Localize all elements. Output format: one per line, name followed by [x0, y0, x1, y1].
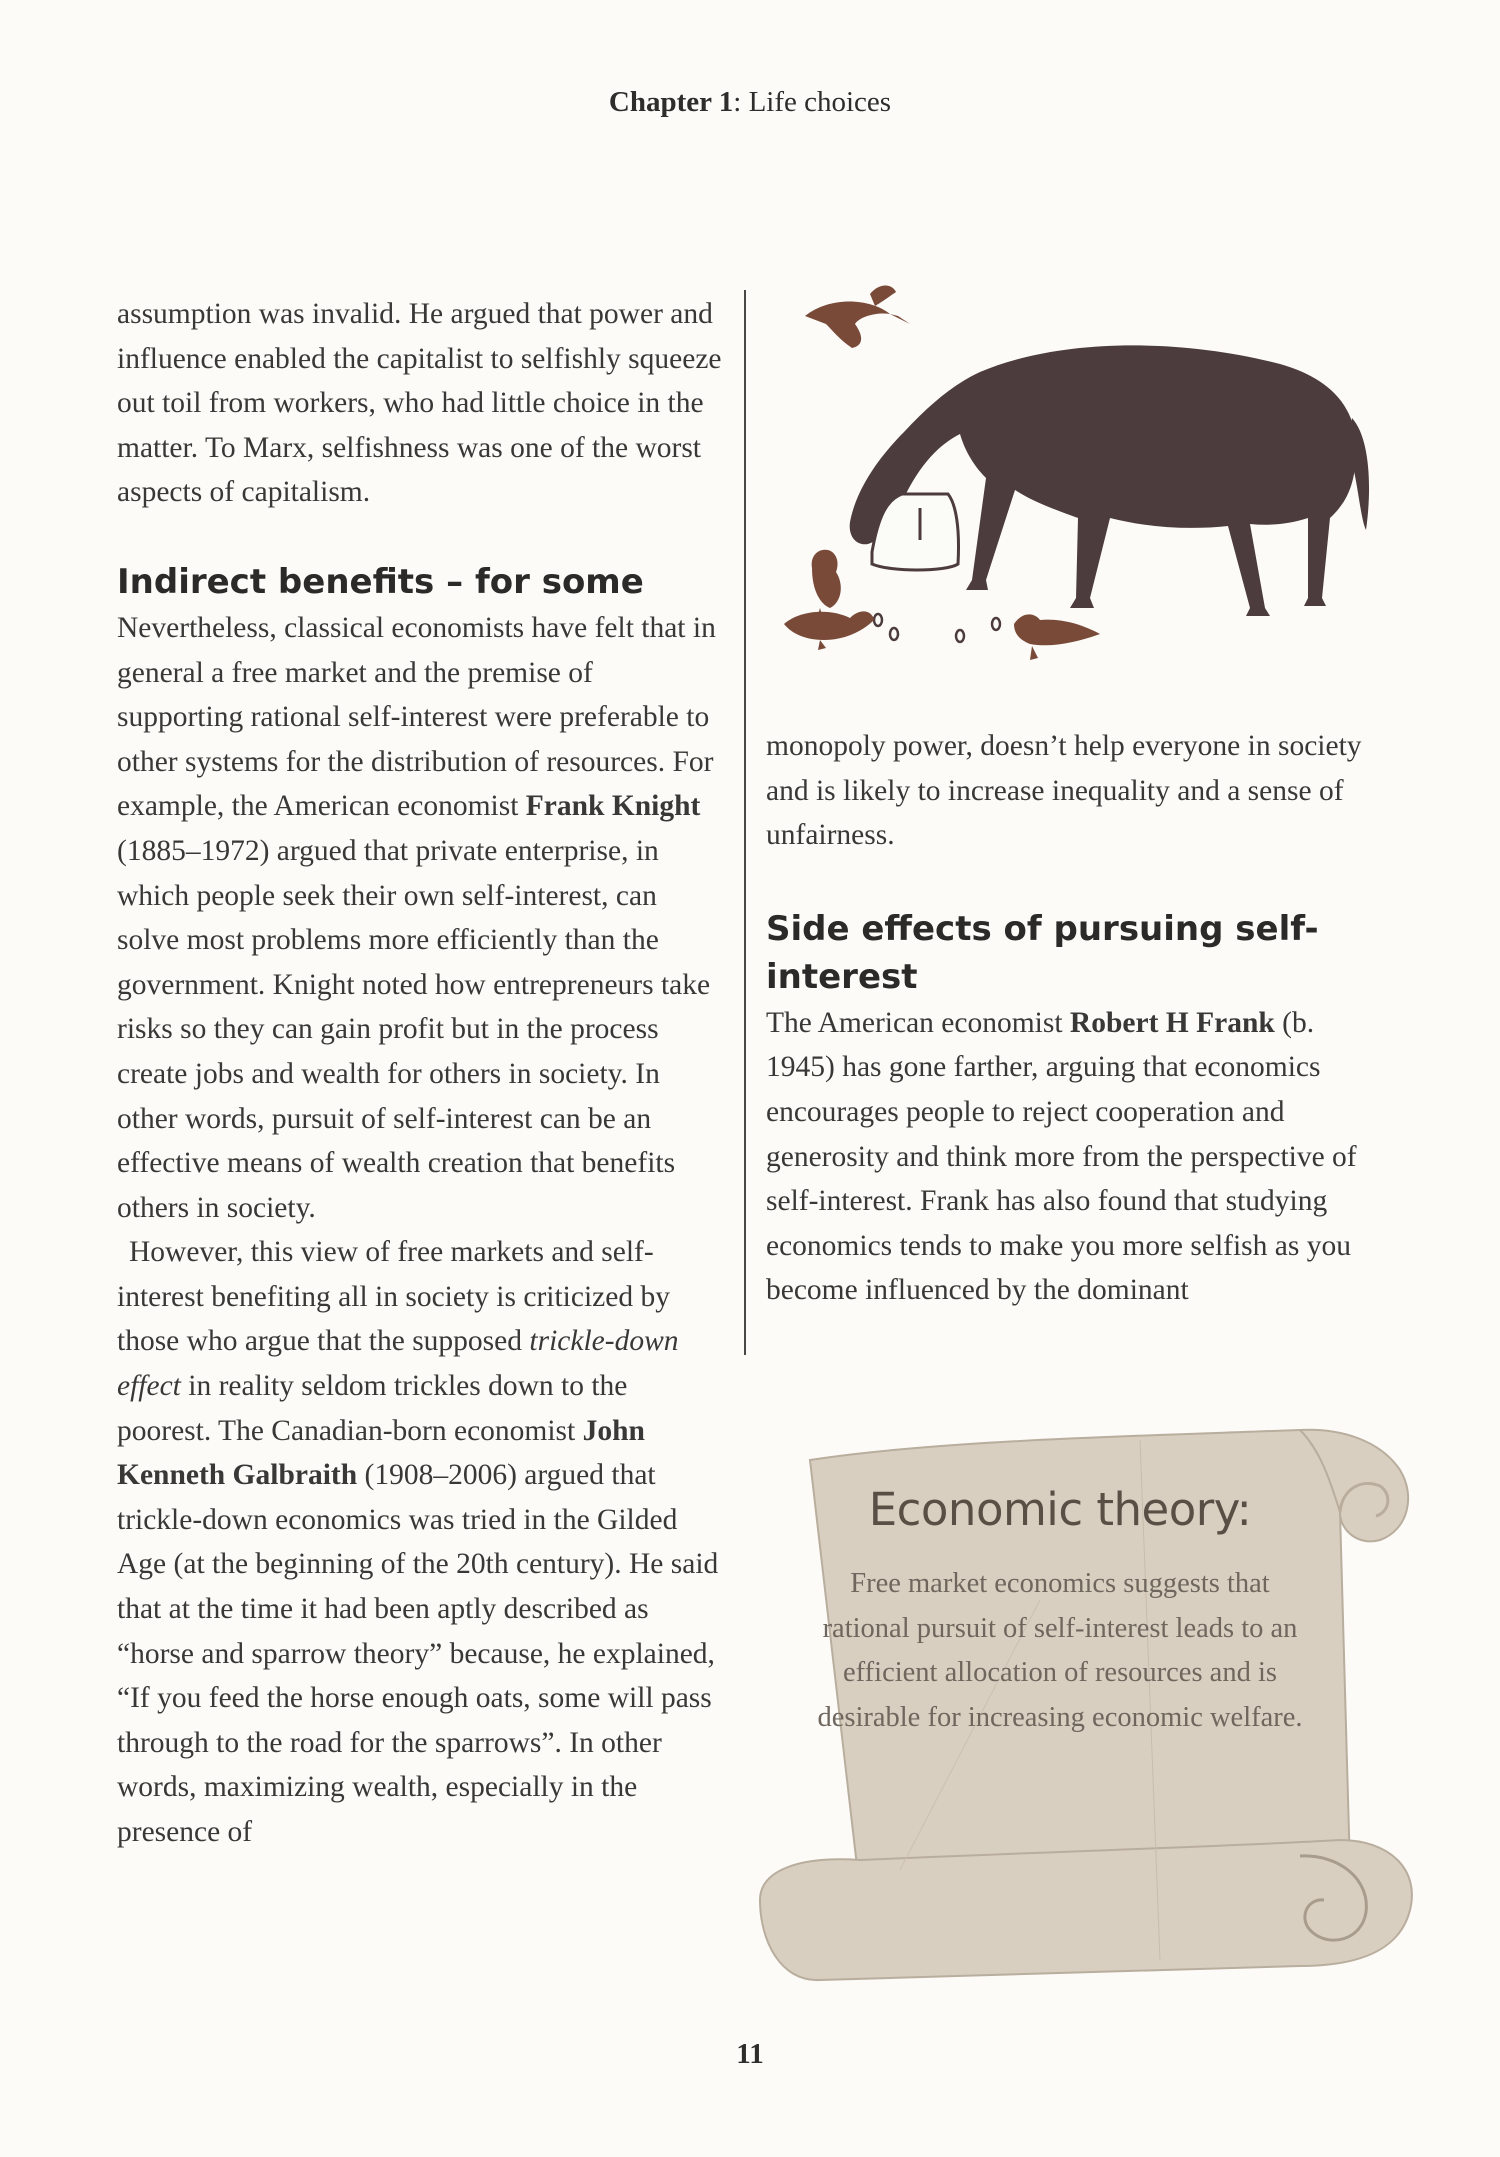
- header-separator: :: [733, 86, 742, 118]
- text-run: (1885–1972) argued that private enterprise, in which people seek their own self-interest, can solve most problems more efficiently than the government. Knight noted how entrepreneurs take risks so they can gain profit but in the process create jobs and wealth for others in society. In other words, pursuit of self-interest can be an effective means of wealth creation that benefits others in society.: [117, 834, 711, 1224]
- person-name-galbraith: John Kenneth Galbraith: [117, 1414, 645, 1492]
- chapter-title: Life choices: [741, 86, 892, 118]
- scroll-title: Economic theory:: [868, 1483, 1252, 1536]
- person-name-knight: Frank Knight: [525, 790, 701, 823]
- section-heading-indirect-benefits: Indirect benefits – for some: [117, 561, 644, 602]
- page-number: 11: [736, 2038, 764, 2070]
- text-run: The American economist: [766, 1006, 1070, 1039]
- text-run: (b. 1945) has gone farther, arguing that economics encourages people to reject cooperation and generosity and think more from the perspective of self-interest. Frank has also found that studying economics tends to make you more selfish as you become influenced by the dominant: [766, 1006, 1357, 1307]
- horse-and-sparrows-icon: [760, 268, 1410, 688]
- running-header: [0, 86, 1500, 119]
- monopoly-paragraph: monopoly power, doesn’t help everyone in society and is likely to increase inequality and a sense of unfairness.: [766, 730, 1362, 852]
- right-column: [766, 724, 1366, 1313]
- flying-sparrow: [805, 286, 910, 349]
- knight-paragraph: [117, 606, 722, 1230]
- text-run: (1908–2006) argued that trickle-down economics was tried in the Gilded Age (at the beginning of the 20th century). He said that at the time it had been aptly described as “horse and sparrow theory” because, he explained, “If you feed the horse enough oats, some will pass through to the road for the sparrows”. In other words, maximizing wealth, especially in the presence of: [117, 1459, 719, 1848]
- frank-paragraph: [766, 1001, 1366, 1313]
- person-name-frank: Robert H Frank: [1069, 1006, 1275, 1039]
- horse: [850, 345, 1369, 616]
- oats: [874, 614, 1000, 642]
- chapter-label: Chapter 1: [608, 86, 734, 118]
- scroll-body: Free market economics suggests that rational pursuit of self-interest leads to an efficient allocation of resources and is desirable for increasing economic welfare.: [817, 1568, 1303, 1733]
- column-divider: [744, 290, 746, 1355]
- text-run: However, this view of free markets and self-interest benefiting all in society is criticized by those who argue that the supposed: [117, 1236, 670, 1358]
- left-column: [117, 292, 722, 1855]
- term-trickle-down: trickle-down effect: [117, 1325, 679, 1403]
- intro-paragraph: assumption was invalid. He argued that power and influence enabled the capitalist to selfishly squeeze out toil from workers, who had little choice in the matter. To Marx, selfishness was one of the worst aspects of capitalism.: [117, 298, 722, 509]
- text-run: in reality seldom trickles down to the poorest. The Canadian-born economist: [117, 1370, 628, 1447]
- text-run: Nevertheless, classical economists have felt that in general a free market and the premise of supporting rational self-interest were preferable to other systems for the distribution of resources. For example, the American economist: [117, 611, 716, 823]
- galbraith-paragraph: [117, 1230, 722, 1854]
- section-heading-side-effects: Side effects of pursuing self-interest: [766, 908, 1319, 997]
